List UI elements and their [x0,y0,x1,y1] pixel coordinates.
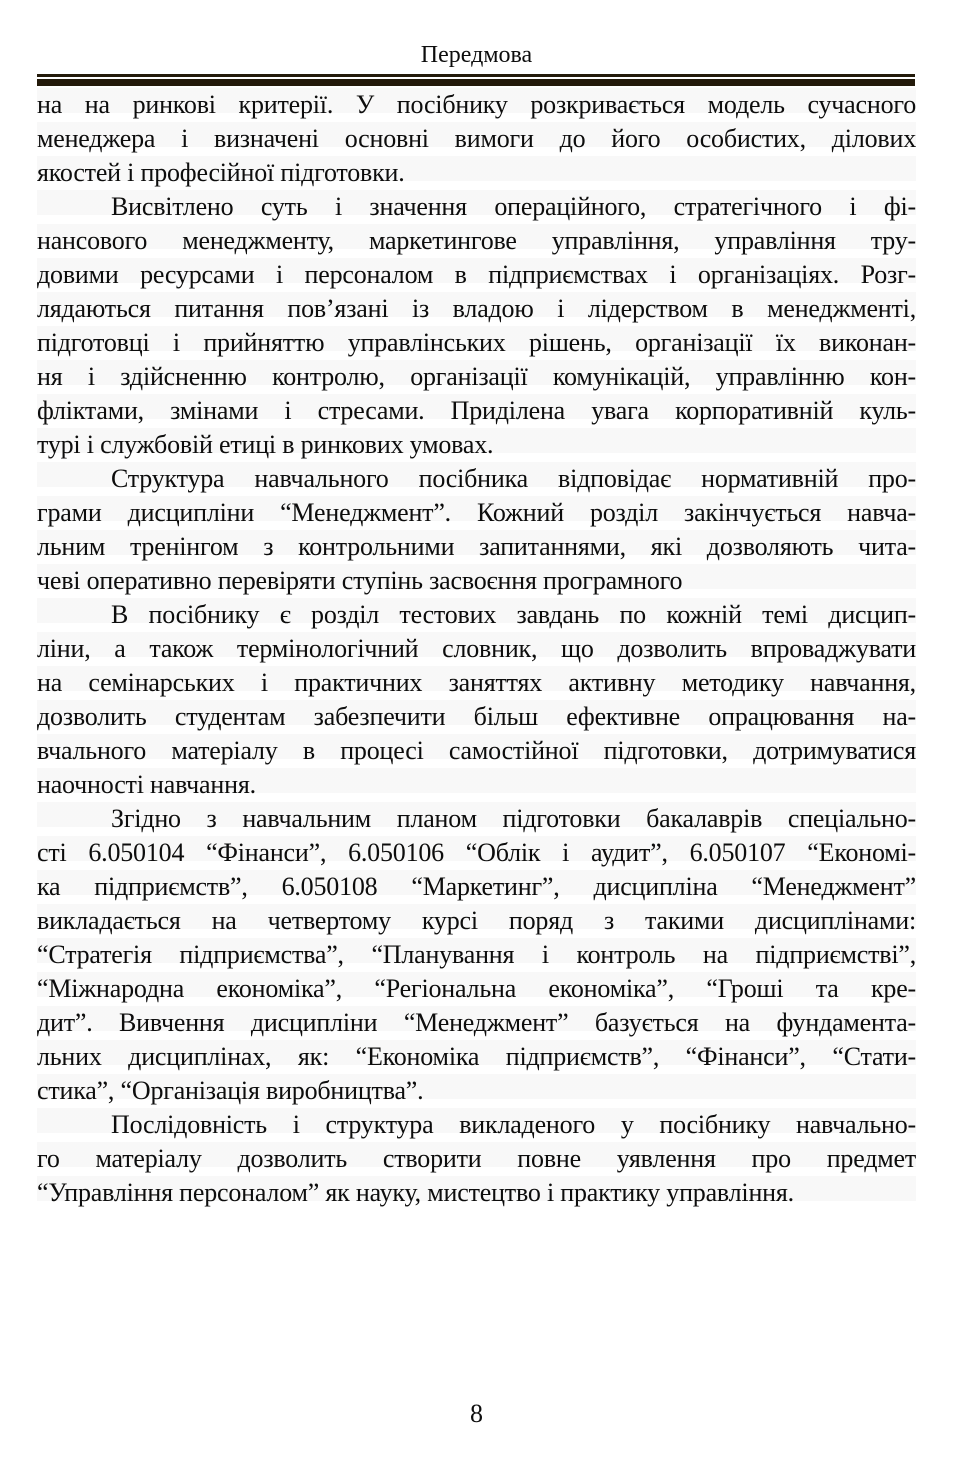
text-line: турі і службовій етиці в ринкових умовах. [37,430,494,459]
header-divider-rule [37,74,915,86]
text-line: ка підприємств”, 6.050108 “Маркетинг”, дисципліна “Менеджмент” [37,872,916,901]
text-line: ліни, а також термінологічний словник, що дозволить впроваджувати [37,634,916,663]
text-line: ня і здійсненню контролю, організації комунікацій, управлінню кон- [37,362,916,391]
paragraph [37,802,916,1108]
header-rule-thin-line [37,74,915,77]
paragraph [37,88,916,190]
text-line: В посібнику є розділ тестових завдань по кожній темі дисцип- [111,600,916,629]
text-line: фліктами, змінами і стресами. Приділена увага корпоративній куль- [37,396,916,425]
text-line: довими ресурсами і персоналом в підприємствах і організаціях. Розг- [37,260,916,289]
text-line: грами дисципліни “Менеджмент”. Кожний розділ закінчується навча- [37,498,916,527]
paragraph [37,1108,916,1210]
text-line: “Управління персоналом” як науку, мистецтво і практику управління. [37,1178,794,1207]
page-header-title: Передмова [420,42,533,68]
text-line: лядаються питання пов’язані із владою і лідерством в менеджменті, [37,294,916,323]
text-line: якостей і професійної підготовки. [37,158,405,187]
text-line: льних дисциплінах, як: “Економіка підприємств”, “Фінанси”, “Стати- [37,1042,916,1071]
text-line: чеві оперативно перевіряти ступінь засвоєння програмного [37,566,683,595]
paragraph [37,190,916,462]
text-line: Структура навчального посібника відповідає нормативній про- [111,464,916,493]
text-line: Послідовність і структура викладеного у посібнику навчально- [111,1110,916,1139]
text-line: вчального матеріалу в процесі самостійної підготовки, дотримуватися [37,736,916,765]
text-line: “Стратегія підприємства”, “Планування і контроль на підприємстві”, [37,940,916,969]
text-line: нансового менеджменту, маркетингове управління, управління тру- [37,226,916,255]
text-line: Згідно з навчальним планом підготовки бакалаврів спеціально- [111,804,916,833]
paragraph [37,598,916,802]
text-line: Висвітлено суть і значення операційного, стратегічного і фі- [111,192,916,221]
text-line: дит”. Вивчення дисципліни “Менеджмент” базується на фундамента- [37,1008,916,1037]
text-line: викладається на четвертому курсі поряд з такими дисциплінами: [37,906,916,935]
text-body [37,88,916,1210]
text-line: на на ринкові критерії. У посібнику розкривається модель сучасного [37,90,916,119]
text-line: підготовці і прийняттю управлінських рішень, організації їх виконан- [37,328,916,357]
text-line: дозволить студентам забезпечити більш ефективне опрацювання на- [37,702,916,731]
text-line: наочності навчання. [37,770,256,799]
text-line: го матеріалу дозволить створити повне уявлення про предмет [37,1144,916,1173]
text-line: льним тренінгом з контрольними запитаннями, які дозволяють чита- [37,532,916,561]
text-line: стика”, “Організація виробництва”. [37,1076,424,1105]
page-number: 8 [470,1399,483,1428]
text-line: менеджера і визначені основні вимоги до його особистих, ділових [37,124,916,153]
text-line: “Міжнародна економіка”, “Регіональна економіка”, “Гроші та кре- [37,974,916,1003]
text-line: на семінарських і практичних заняттях активну методику навчання, [37,668,916,697]
header-rule-thick-bar [37,79,915,86]
text-line: сті 6.050104 “Фінанси”, 6.050106 “Облік і аудит”, 6.050107 “Економі- [37,838,916,867]
paragraph [37,462,916,598]
